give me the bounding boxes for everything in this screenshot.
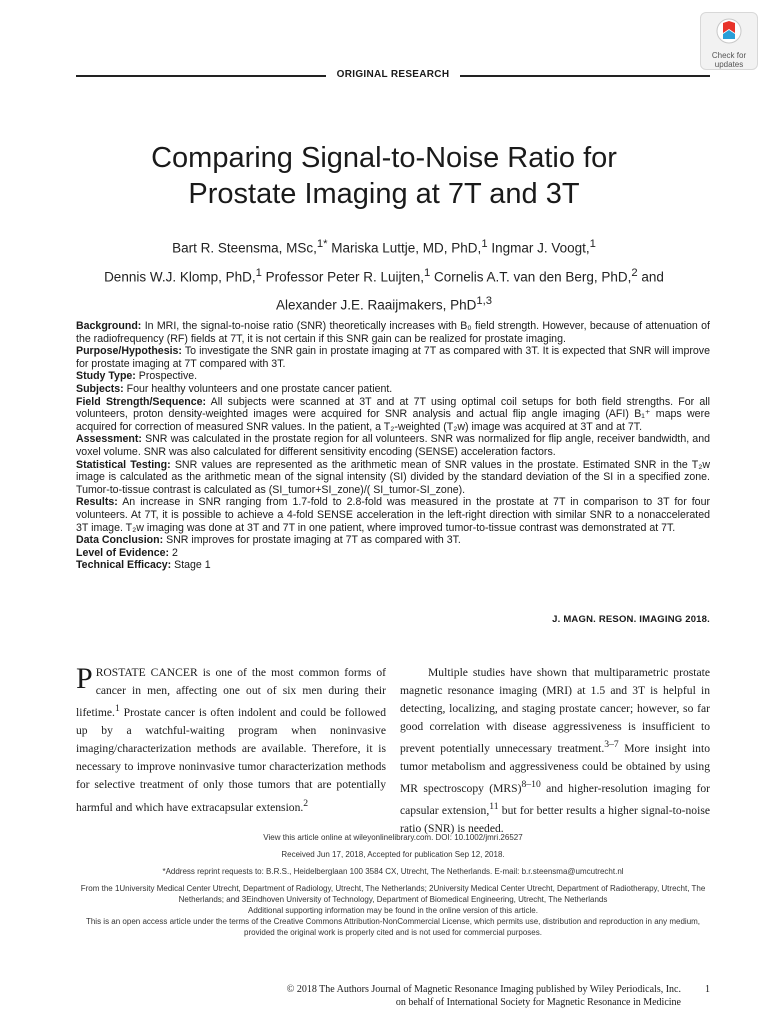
author-affiliation: 1*	[316, 238, 328, 250]
badge-label: Check for updates	[711, 51, 747, 69]
body-paragraph: Multiple studies have shown that multiparametric prostate magnetic resonance imaging (MRI) at 1.5 and 3T is helpful in detecting, localizing, and staging prostate cancer; however, so far good correlation with disease aggressiveness is insufficient to prevent potentially unnecessary treatment.$^{3-7}$ More insight into tumor metabolism and aggressiveness could be obtained by using MR spectroscopy (MRS)$^{8-10}$ and higher-resolution imaging for capsular extension,$^{11}$ but for better results a higher signal-to-noise ratio (SNR) is needed.	[400, 666, 711, 836]
author-affiliation: 1	[589, 238, 596, 250]
reprint-address: *Address reprint requests to: B.R.S., Heidelberglaan 100 3584 CX, Utrecht, The Netherlands. E-mail: b.r.steensma@umcutrecht.nl	[162, 867, 624, 876]
drop-cap: P	[76, 662, 93, 695]
crossmark-icon	[714, 17, 744, 45]
page-number: 1	[705, 984, 710, 995]
abstract-conclusion: Data Conclusion: SNR improves for prostate imaging at 7T as compared with 3T.	[76, 534, 461, 547]
title-line-2: Prostate Imaging at 7T and 3T	[188, 178, 580, 210]
title-line-1: Comparing Signal-to-Noise Ratio for	[151, 142, 617, 174]
license-note: This is an open access article under the terms of the Creative Commons Attribution-NonCommercial License, which permits use, distribution and reproduction in any medium, provided the original work is properly cited and is not used for commercial purposes.	[85, 917, 701, 937]
author-affiliation: 1	[255, 266, 262, 279]
author-affiliation: 1	[481, 238, 488, 250]
abstract	[76, 320, 710, 572]
journal-reference: J. MAGN. RESON. IMAGING 2018.	[552, 614, 710, 625]
author: Cornelis A.T. van den Berg, PhD,	[434, 269, 632, 284]
body-paragraph: PROSTATE CANCER is one of the most common forms of cancer in men, affecting one out of six men during their lifetime.$^1$ Prostate cancer is often indolent and could be followed up by a watchful-waiting program when noninvasive imaging/characterization methods are available. Therefore, it is necessary to improve noninvasive tumor characterization methods for selective treatment of only those tumors that are potentially harmful and which have extracapsular extension.$^2$	[76, 662, 386, 814]
supporting-info-note: Additional supporting information may be found in the online version of this article.	[248, 906, 538, 915]
abstract-technical-efficacy: Technical Efficacy: Stage 1	[76, 559, 211, 572]
received-dates: Received Jun 17, 2018, Accepted for publication Sep 12, 2018.	[281, 850, 505, 859]
citation: 8–10	[521, 779, 541, 791]
author: Ingmar J. Voogt,	[491, 240, 590, 256]
author: Professor Peter R. Luijten,	[265, 269, 424, 284]
abstract-subjects: Subjects: Four healthy volunteers and one prostate cancer patient.	[76, 382, 393, 395]
author: Alexander J.E. Raaijmakers, PhD	[276, 297, 477, 313]
copyright-line-1: © 2018 The Authors Journal of Magnetic Resonance Imaging published by Wiley Periodicals, Inc.	[286, 984, 681, 995]
body-column-left	[76, 664, 386, 816]
copyright-block	[190, 983, 710, 1009]
view-online-note: View this article online at wileyonlinelibrary.com. DOI: 10.1002/jmri.26527	[263, 833, 523, 842]
author-affiliation: 1,3	[476, 295, 492, 307]
citation: 1	[114, 703, 120, 715]
citation: 3–7	[604, 739, 619, 751]
abstract-study-type: Study Type: Prospective.	[76, 370, 198, 383]
abstract-statistical-testing: Statistical Testing: SNR values are represented as the arithmetic mean of SNR values in the prostate. Estimated SNR in the T₂w image is calculated as the arithmetic mean of the signal intensity (SI) divided by the standard deviation of the SI in a specified zone. Tumor-to-tissue contrast is calculated as (SI_tumor+SI_zone)/( SI_tumor-SI_zone).	[76, 458, 710, 496]
section-label: ORIGINAL RESEARCH	[336, 69, 450, 80]
author: Mariska Luttje, MD, PhD,	[331, 240, 482, 256]
abstract-purpose: Purpose/Hypothesis: To investigate the SNR gain in prostate imaging at 7T as compared with 3T. It is expected that SNR will improve for prostate imaging at 7T compared with 3T.	[76, 345, 710, 370]
abstract-level-of-evidence: Level of Evidence: 2	[76, 546, 178, 559]
author: Bart R. Steensma, MSc,	[172, 240, 317, 256]
citation: 2	[303, 797, 309, 809]
citation: 11	[489, 801, 499, 813]
author-conjunction: and	[641, 269, 664, 284]
section-rule-right	[460, 75, 710, 77]
body-column-right	[400, 664, 710, 838]
abstract-field-strength: Field Strength/Sequence: All subjects were scanned at 3T and at 7T using optimal coil setups for both field strengths. For all volunteers, proton density-weighted images were acquired for SNR analysis and actual flip angle imaging (AFI) B₁⁺ maps were acquired for correction of measured SNR values. In the patient, a T₂-weighted (T₂w) image was acquired at 3T and at 7T.	[76, 395, 711, 433]
section-header	[76, 68, 710, 82]
check-for-updates-badge[interactable]	[700, 12, 758, 70]
author: Dennis W.J. Klomp, PhD,	[104, 269, 256, 284]
article-footer	[76, 832, 710, 938]
author-affiliation: 2	[631, 266, 638, 279]
abstract-results: Results: An increase in SNR ranging from 1.7-fold to 2.8-fold was measured in the prostate at 7T in comparison to 3T for four volunteers. At 7T, it is possible to achieve a 4-fold SENSE acceleration in the left-right direction with similar SNR to a nonaccelerated 3T image. T₂w imaging was done at 3T and 7T in one patient, where improved tumor-to-tissue contrast was demonstrated at 7T.	[76, 496, 710, 534]
article-title	[60, 140, 708, 212]
author-affiliation: 1	[423, 266, 431, 279]
affiliations: From the 1University Medical Center Utrecht, Department of Radiology, Utrecht, The Netherlands; 2University Medical Center Utrecht, Department of Radiotherapy, Utrecht, The Netherlands; and 3Eindhoven University of Technology, Department of Biomedical Engineering, Utrecht, The Netherlands	[80, 884, 706, 904]
abstract-assessment: Assessment: SNR was calculated in the prostate region for all volunteers. SNR was normalized for flip angle, receiver bandwidth, and voxel volume. SNR was also calculated for different sensitivity encoding (SENSE) acceleration factors.	[76, 433, 710, 458]
abstract-background: Background: In MRI, the signal-to-noise ratio (SNR) theoretically increases with B₀ field strength. However, because of attenuation of the radiofrequency (RF) fields at 7T, it is not certain if this SNR gain can be realized for prostate imaging.	[76, 320, 710, 345]
copyright-line-2: on behalf of International Society for Magnetic Resonance in Medicine	[395, 997, 681, 1008]
author-list	[60, 232, 708, 318]
